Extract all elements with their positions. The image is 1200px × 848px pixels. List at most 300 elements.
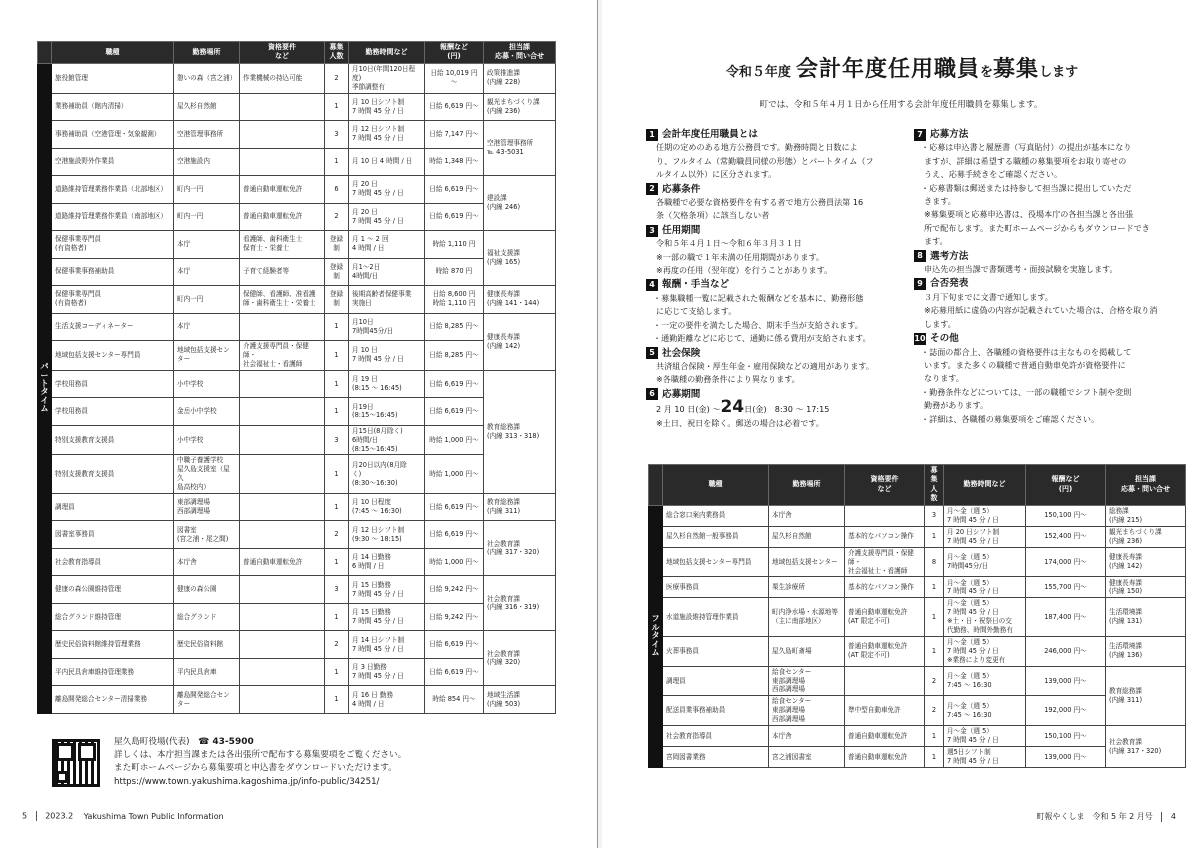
job-title-cell: 保健事業専門員 (有資格者) <box>52 286 174 314</box>
job-title-cell: 特別支援教育支援員 <box>52 455 174 494</box>
department-cell: 地域生活課 (内線 503) <box>484 686 556 714</box>
job-title-cell: 業務補助員（館内清掃） <box>52 93 174 121</box>
work-place-cell: 小中学校 <box>174 425 240 455</box>
column-header: 職種 <box>663 465 769 506</box>
section-number: 3 <box>646 225 658 237</box>
work-place-cell: 町内一円 <box>174 286 240 314</box>
section-text: 共済組合保険・厚生年金・雇用保険などの適用があります。 <box>656 360 874 371</box>
part-time-row <box>38 63 556 93</box>
part-time-row <box>38 455 556 494</box>
sections-left-column <box>646 128 901 431</box>
work-place-cell: 屋久杉自然館 <box>769 526 845 547</box>
publication-name: Yakushima Town Public Information <box>83 811 224 821</box>
requirements-cell <box>240 631 325 659</box>
pay-cell: 日給 8,285 円～ <box>425 313 484 341</box>
job-title-cell: 調理員 <box>663 666 769 696</box>
pay-cell: 139,000 円～ <box>1026 747 1106 768</box>
section-heading <box>914 277 1176 290</box>
work-place-cell: 本庁舎 <box>769 505 845 526</box>
column-header: 報酬など (円) <box>1026 465 1106 506</box>
table-header-row <box>38 42 556 64</box>
pay-cell: 日給 10,019 円～ <box>425 63 484 93</box>
section-text: 条（欠格条項）に該当しない者 <box>656 210 770 221</box>
job-title-cell: 水道施設維持管理作業員 <box>663 598 769 637</box>
department-cell: 健康長寿課 (内線 142) <box>484 313 556 370</box>
part-time-row <box>38 341 556 371</box>
work-hours-cell: 月 3 日勤務 7 時間 45 分 / 日 <box>349 658 425 686</box>
job-title-cell: 屋久杉自然館一般事務員 <box>663 526 769 547</box>
column-header: 資格要件 など <box>845 465 925 506</box>
part-time-row <box>38 576 556 604</box>
requirements-cell <box>240 313 325 341</box>
job-title-cell: 道路維持管理業務作業員（南部地区） <box>52 203 174 231</box>
department-cell: 教育総務課 (内線 313・318) <box>484 370 556 493</box>
section-text: ルタイム以外）に区分されます。 <box>656 169 777 180</box>
period-end: 日(金) 8:30 ～ 17:15 <box>744 404 830 415</box>
employment-type-band: フ ル タ イ ム <box>649 505 663 767</box>
homepage-link[interactable]: https://www.town.yakushima.kagoshima.jp/info-public/34251/ <box>114 776 380 787</box>
page-number: 5 <box>22 811 28 821</box>
work-hours-cell: 月 15 日勤務 7 時間 45 分 / 日 <box>349 603 425 631</box>
section-text: ３月下旬までに文書で通知します。 <box>924 291 1053 302</box>
headcount-cell: 1 <box>325 658 349 686</box>
work-hours-cell: 月～金（週 5） 7 時間 45 分 / 日 <box>944 577 1026 598</box>
pay-cell: 日給 6,619 円～ <box>425 203 484 231</box>
section-bullet: きます。 <box>924 196 956 207</box>
section-10 <box>914 332 1176 426</box>
section-heading <box>646 183 901 196</box>
section-3 <box>646 224 901 278</box>
work-place-cell: 地域包括支援セン ター <box>174 341 240 371</box>
title-particle: を <box>980 65 994 80</box>
publication-title: 町報やくしま 令和 5 年 2 月号 <box>1036 812 1153 821</box>
requirements-cell <box>240 493 325 521</box>
job-title-cell: 学校用務員 <box>52 370 174 398</box>
part-time-row <box>38 493 556 521</box>
work-place-cell: 地域包括支援センター <box>769 547 845 577</box>
work-hours-cell: 月 10 日程度 (7:45 ～ 16:30) <box>349 493 425 521</box>
section-text: ※各職種の勤務条件により異なります。 <box>656 374 800 385</box>
requirements-cell: 介護支援専門員・保健師・ 社会福祉士・看護師 <box>240 341 325 371</box>
right-footer <box>1036 811 1176 822</box>
section-heading <box>646 347 901 360</box>
department-cell: 観光まちづくり課 (内線 236) <box>484 93 556 121</box>
section-title: 選考方法 <box>930 250 969 262</box>
job-title-cell: 地域包括支援センター専門員 <box>52 341 174 371</box>
work-hours-cell: 月～金（週 5） 7:45 ～ 16:30 <box>944 696 1026 726</box>
requirements-cell <box>845 505 925 526</box>
pay-cell: 152,400 円～ <box>1026 526 1106 547</box>
work-place-cell: 本庁舎 <box>769 726 845 747</box>
job-title-cell: 歴史民俗資料館維持管理業務 <box>52 631 174 659</box>
work-hours-cell: 月 12 日シフト制 7 時間 45 分 / 日 <box>349 121 425 149</box>
section-title: 社会保険 <box>662 347 701 359</box>
section-text: 令和５年４月１日～令和６年３月３１日 <box>656 238 802 249</box>
department-cell: 社会教育課 (内線 320) <box>484 631 556 686</box>
application-period <box>646 397 901 418</box>
phone-number[interactable]: ☎ 43-5900 <box>198 737 254 747</box>
pay-cell: 150,100 円～ <box>1026 726 1106 747</box>
department-cell: 生活環境課 (内線 131) <box>1106 598 1186 637</box>
section-heading <box>646 388 901 401</box>
band-header-cell <box>38 42 52 64</box>
pay-cell: 日給 8,285 円～ <box>425 341 484 371</box>
part-time-row <box>38 658 556 686</box>
work-place-cell: 本庁 <box>174 231 240 259</box>
work-hours-cell: 月10日(年間120日程度) 季節調整有 <box>349 63 425 93</box>
requirements-cell: 保健師、看護師、准看護 師・歯科衛生士・栄養士 <box>240 286 325 314</box>
section-number: 9 <box>914 278 926 290</box>
requirements-cell <box>240 455 325 494</box>
work-place-cell: 平内民具倉庫 <box>174 658 240 686</box>
job-title-cell: 火葬事務員 <box>663 636 769 666</box>
part-time-row <box>38 258 556 286</box>
work-hours-cell: 月 1 ～ 2 回 4 時間 / 日 <box>349 231 425 259</box>
work-hours-cell: 月 10 日シフト制 7 時間 45 分 / 日 <box>349 93 425 121</box>
job-title-cell: 平内民具倉庫維持管理業務 <box>52 658 174 686</box>
employment-type-band: パ ー ト タ イ ム <box>38 63 52 713</box>
headcount-cell: 2 <box>325 63 349 93</box>
column-header: 担当課 応募・問い合せ <box>1106 465 1186 506</box>
section-bullet: ・応募書類は郵送または持参して担当課に提出していただ <box>921 182 1132 193</box>
section-heading <box>914 332 1176 345</box>
requirements-cell <box>240 425 325 455</box>
pay-cell: 時給 1,348 円～ <box>425 148 484 176</box>
title-year: 令和５年度 <box>725 65 791 80</box>
section-number: 1 <box>646 129 658 141</box>
section-heading <box>646 278 901 291</box>
work-hours-cell: 月 14 日勤務 6 時間 / 日 <box>349 548 425 576</box>
section-bullet: なります。 <box>924 373 964 384</box>
section-2 <box>646 183 901 223</box>
work-hours-cell: 月20日以内(8月除 く) (8:30～16:30) <box>349 455 425 494</box>
job-title-cell: 調理員 <box>52 493 174 521</box>
department-cell: 健康長寿課 (内線 141・144) <box>484 286 556 314</box>
work-place-cell: 金岳小中学校 <box>174 398 240 426</box>
section-7 <box>914 128 1176 249</box>
requirements-cell <box>240 658 325 686</box>
headcount-cell: 8 <box>925 547 944 577</box>
qr-code[interactable] <box>52 739 100 787</box>
department-cell: 政策推進課 (内線 228) <box>484 63 556 93</box>
work-hours-cell: 月 14 日シフト制 7 時間 45 分 / 日 <box>349 631 425 659</box>
section-title: その他 <box>930 333 959 345</box>
headcount-cell: 1 <box>925 636 944 666</box>
pay-cell: 246,000 円～ <box>1026 636 1106 666</box>
section-title: 合否発表 <box>930 278 969 290</box>
headcount-cell: 1 <box>325 686 349 714</box>
section-note: ※土日、祝日を除く。郵送の場合は必着です。 <box>656 417 824 428</box>
part-time-row <box>38 148 556 176</box>
department-cell: 福祉支援課 (内線 165) <box>484 231 556 286</box>
work-hours-cell: 月～金（週 5） 7 時間 45 分 / 日 <box>944 505 1026 526</box>
section-note: ます。 <box>924 236 948 247</box>
headcount-cell: 1 <box>325 93 349 121</box>
requirements-cell: 子育て経験者等 <box>240 258 325 286</box>
headcount-cell: 2 <box>325 631 349 659</box>
job-title-cell: 図書室事務員 <box>52 521 174 549</box>
job-title-cell: 地域包括支援センター専門員 <box>663 547 769 577</box>
work-hours-cell: 月～金（週 5） 7 時間 45 分 / 日 ※業務により変更有 <box>944 636 1026 666</box>
section-bullet: ・詳細は、各職種の募集要項をご確認ください。 <box>921 413 1100 424</box>
pay-cell: 日給 9,242 円～ <box>425 603 484 631</box>
requirements-cell: 普通自動車運転免許 (AT 限定不可) <box>845 636 925 666</box>
section-8 <box>914 250 1176 277</box>
job-title-cell: 配送員業事務補助員 <box>663 696 769 726</box>
pay-cell: 150,100 円～ <box>1026 505 1106 526</box>
pay-cell: 日給 6,619 円～ <box>425 176 484 204</box>
part-time-row <box>38 548 556 576</box>
headcount-cell: 3 <box>325 576 349 604</box>
section-note: 所で配布します。また町ホームページからもダウンロードでき <box>924 222 1150 233</box>
requirements-cell <box>240 603 325 631</box>
office-name: 屋久島町役場(代表) <box>114 737 190 747</box>
headcount-cell: 1 <box>325 370 349 398</box>
section-note: ※募集要項と応募申込書は、役場本庁の各担当課と各出張 <box>924 209 1134 220</box>
work-place-cell: 町内一円 <box>174 176 240 204</box>
full-time-row <box>649 747 1186 768</box>
sections-right-column <box>914 128 1176 427</box>
pay-cell: 日給 6,619 円～ <box>425 370 484 398</box>
title-recruit: 募集 <box>993 57 1040 82</box>
job-title-cell: 社会教育指導員 <box>52 548 174 576</box>
work-place-cell: 総合グランド <box>174 603 240 631</box>
headcount-cell: 3 <box>325 425 349 455</box>
job-title-cell: 旅役館管理 <box>52 63 174 93</box>
contact-note-1: 詳しくは、本庁担当課または各出張所で配布する募集要項をご覧ください。 <box>114 750 407 761</box>
headcount-cell: 2 <box>325 521 349 549</box>
section-bullet: ・誌面の都合上、各職種の資格要件は主なものを掲載して <box>921 346 1132 357</box>
part-time-row <box>38 398 556 426</box>
contact-note-2: また町ホームページから募集要項と申込書をダウンロードいただけます。 <box>114 763 397 774</box>
requirements-cell: 看護師、歯科衛生士 保育士・栄養士 <box>240 231 325 259</box>
pay-cell: 日給 8,600 円 時給 1,110 円 <box>425 286 484 314</box>
requirements-cell <box>240 370 325 398</box>
headcount-cell: 登録制 <box>325 231 349 259</box>
pay-cell: 時給 1,000 円～ <box>425 425 484 455</box>
headcount-cell: 1 <box>325 341 349 371</box>
requirements-cell: 作業機械の持込可能 <box>240 63 325 93</box>
table-header-row <box>649 465 1186 506</box>
column-header: 勤務時間など <box>944 465 1026 506</box>
headcount-cell: 1 <box>325 313 349 341</box>
work-hours-cell: 月 10 日 7 時間 45 分 / 日 <box>349 341 425 371</box>
job-title-cell: 事務補助員（空港管理・気象観測） <box>52 121 174 149</box>
work-place-cell: 離島開発総合センター <box>174 686 240 714</box>
work-place-cell: 給食センター 東部調理場 西部調理場 <box>769 696 845 726</box>
pay-cell: 時給 1,000 円～ <box>425 548 484 576</box>
headcount-cell: 2 <box>925 696 944 726</box>
right-page <box>602 0 1200 848</box>
part-time-row <box>38 631 556 659</box>
pay-cell: 日給 9,242 円～ <box>425 576 484 604</box>
section-title: 任用期間 <box>662 224 701 236</box>
job-title-cell: 宮岡図書業務 <box>663 747 769 768</box>
requirements-cell: 普通自動車運転免許 <box>240 176 325 204</box>
pay-cell: 日給 6,619 円～ <box>425 658 484 686</box>
section-number: 8 <box>914 250 926 262</box>
headcount-cell: 1 <box>325 493 349 521</box>
job-title-cell: 医療事務員 <box>663 577 769 598</box>
headcount-cell: 6 <box>325 176 349 204</box>
full-time-row <box>649 636 1186 666</box>
requirements-cell: 普通自動車運転免許 <box>845 726 925 747</box>
section-heading <box>914 250 1176 263</box>
column-header: 募集 人数 <box>325 42 349 64</box>
section-text: 申込先の担当課で書類選考・面接試験を実施します。 <box>924 264 1118 275</box>
section-bullet: 勤務があります。 <box>924 400 989 411</box>
part-time-row <box>38 313 556 341</box>
pay-cell: 時給 1,000 円～ <box>425 455 484 494</box>
job-title-cell: 社会教育指導員 <box>663 726 769 747</box>
work-place-cell: 本庁舎 <box>174 548 240 576</box>
department-cell: 健康長寿課 (内線 150) <box>1106 577 1186 598</box>
full-time-row <box>649 505 1186 526</box>
part-time-table <box>37 41 556 714</box>
full-time-row <box>649 547 1186 577</box>
section-bullet: ・募集職種一覧に記載された報酬などを基本に、勤務形態 <box>653 292 864 303</box>
headcount-cell: 3 <box>925 505 944 526</box>
job-title-cell: 保健事業専門員 (有資格者) <box>52 231 174 259</box>
column-header: 担当課 応募・問い合せ <box>484 42 556 64</box>
work-hours-cell: 月 16 日 勤務 4 時間 / 日 <box>349 686 425 714</box>
requirements-cell <box>240 686 325 714</box>
period-start: 2 月 10 日(金) ～ <box>656 404 721 415</box>
column-header: 報酬など (円) <box>425 42 484 64</box>
section-text: 任期の定めのある地方公務員です。勤務時間と日数によ <box>656 142 858 153</box>
work-place-cell: 健康の森公園 <box>174 576 240 604</box>
title-suffix: します <box>1039 65 1079 80</box>
work-place-cell: 宮之浦図書室 <box>769 747 845 768</box>
headcount-cell: 1 <box>325 455 349 494</box>
work-place-cell: 歴史民俗資料館 <box>174 631 240 659</box>
full-time-row <box>649 726 1186 747</box>
work-place-cell: 図書室 (宮之浦・尾之間) <box>174 521 240 549</box>
pay-cell: 192,000 円～ <box>1026 696 1106 726</box>
pay-cell: 日給 6,619 円～ <box>425 398 484 426</box>
requirements-cell <box>240 398 325 426</box>
work-hours-cell: 月～金（週 5） 7 時間 45 分 / 日 ※土・日・祝祭日の交 代勤務、時間外勤務有 <box>944 598 1026 637</box>
column-header: 資格要件 など <box>240 42 325 64</box>
headcount-cell: 3 <box>325 121 349 149</box>
full-time-row <box>649 598 1186 637</box>
requirements-cell: 普通自動車運転免許 <box>240 548 325 576</box>
section-heading <box>646 128 901 141</box>
full-time-row <box>649 696 1186 726</box>
section-5 <box>646 347 901 387</box>
part-time-row <box>38 93 556 121</box>
job-title-cell: 道路維持管理業務作業員（北部地区） <box>52 176 174 204</box>
work-place-cell: 栗生診療所 <box>769 577 845 598</box>
full-time-row <box>649 526 1186 547</box>
part-time-row <box>38 286 556 314</box>
headcount-cell: 1 <box>325 603 349 631</box>
section-number: 7 <box>914 129 926 141</box>
section-number: 10 <box>914 333 926 343</box>
section-bullet: に応じて支給します。 <box>656 306 737 317</box>
work-hours-cell: 月 20 日 7 時間 45 分 / 日 <box>349 176 425 204</box>
left-page <box>0 0 598 848</box>
headcount-cell: 2 <box>325 203 349 231</box>
page-title <box>662 52 1142 83</box>
requirements-cell: 準中型自動車免許 <box>845 696 925 726</box>
work-hours-cell: 月15日(8月除く) 6時間/日 (8:15～16:45) <box>349 425 425 455</box>
work-place-cell: 東部調理場 西部調理場 <box>174 493 240 521</box>
requirements-cell: 普通自動車運転免許 (AT 限定不可) <box>845 598 925 637</box>
work-place-cell: 空港施設内 <box>174 148 240 176</box>
part-time-row <box>38 176 556 204</box>
left-footer <box>22 811 224 821</box>
department-cell: 建設課 (内線 246) <box>484 176 556 231</box>
section-bullet: ・勤務条件などについては、一部の職種でシフト制や変則 <box>921 386 1132 397</box>
section-bullet: うえ、応募手続きをご確認ください。 <box>924 169 1063 180</box>
pay-cell: 日給 6,619 円～ <box>425 93 484 121</box>
work-hours-cell: 月10日 7時間45分/日 <box>349 313 425 341</box>
job-title-cell: 生活支援コーディネーター <box>52 313 174 341</box>
requirements-cell <box>240 93 325 121</box>
section-bullet: ・一定の要件を満たした場合、期末手当が支給されます。 <box>653 319 863 330</box>
section-text: り、フルタイム（常勤職員同様の形態）とパートタイム（フ <box>656 155 874 166</box>
full-time-row <box>649 577 1186 598</box>
section-number: 4 <box>646 279 658 291</box>
work-hours-cell: 月～金（週 5） 7 時間 45 分 / 日 <box>944 726 1026 747</box>
full-time-row <box>649 666 1186 696</box>
section-4 <box>646 278 901 345</box>
work-hours-cell: 月 20 日シフト制 7 時間 45 分 / 日 <box>944 526 1026 547</box>
work-hours-cell: 週5日シフト制 7 時間 45 分 / 日 <box>944 747 1026 768</box>
job-title-cell: 特別支援教育支援員 <box>52 425 174 455</box>
column-header: 勤務場所 <box>174 42 240 64</box>
section-bullet: ・通勤距離などに応じて、通勤に係る費用が支給されます。 <box>653 333 871 344</box>
work-hours-cell: 後期高齢者保健事業 実施日 <box>349 286 425 314</box>
work-hours-cell: 月 20 日 7 時間 45 分 / 日 <box>349 203 425 231</box>
band-header-cell <box>649 465 663 506</box>
requirements-cell: 基本的なパソコン操作 <box>845 526 925 547</box>
job-title-cell: 学校用務員 <box>52 398 174 426</box>
requirements-cell <box>240 148 325 176</box>
full-time-table <box>648 464 1186 768</box>
requirements-cell <box>240 121 325 149</box>
column-header: 勤務場所 <box>769 465 845 506</box>
headcount-cell: 1 <box>925 526 944 547</box>
department-cell: 空港管理事務所 ℡ 43-5031 <box>484 121 556 176</box>
pay-cell: 時給 854 円～ <box>425 686 484 714</box>
part-time-row <box>38 603 556 631</box>
section-1 <box>646 128 901 182</box>
pay-cell: 187,400 円～ <box>1026 598 1106 637</box>
work-place-cell: 屋久島町斎場 <box>769 636 845 666</box>
headcount-cell: 1 <box>925 598 944 637</box>
column-header: 勤務時間など <box>349 42 425 64</box>
department-cell: 観光まちづくり課 (内線 236) <box>1106 526 1186 547</box>
pay-cell: 時給 870 円 <box>425 258 484 286</box>
section-bullet: ますが、詳細は希望する職種の募集要項をお取り寄せの <box>924 155 1127 166</box>
work-place-cell: 小中学校 <box>174 370 240 398</box>
headcount-cell: 登録制 <box>325 286 349 314</box>
headcount-cell: 1 <box>325 398 349 426</box>
contact-block <box>52 736 552 794</box>
department-cell: 社会教育課 (内線 317・320) <box>1106 726 1186 768</box>
headcount-cell: 1 <box>925 747 944 768</box>
section-note: ※応募用紙に虚偽の内容が記載されていた場合は、合格を取り消 <box>924 305 1158 316</box>
work-hours-cell: 月19日 (8:15～16:45) <box>349 398 425 426</box>
requirements-cell <box>240 521 325 549</box>
section-title: 応募方法 <box>930 129 969 140</box>
section-note: ※再度の任用（翌年度）を行うことがあります。 <box>656 265 833 276</box>
section-note: します。 <box>924 318 956 329</box>
part-time-row <box>38 203 556 231</box>
work-place-cell: 本庁 <box>174 258 240 286</box>
